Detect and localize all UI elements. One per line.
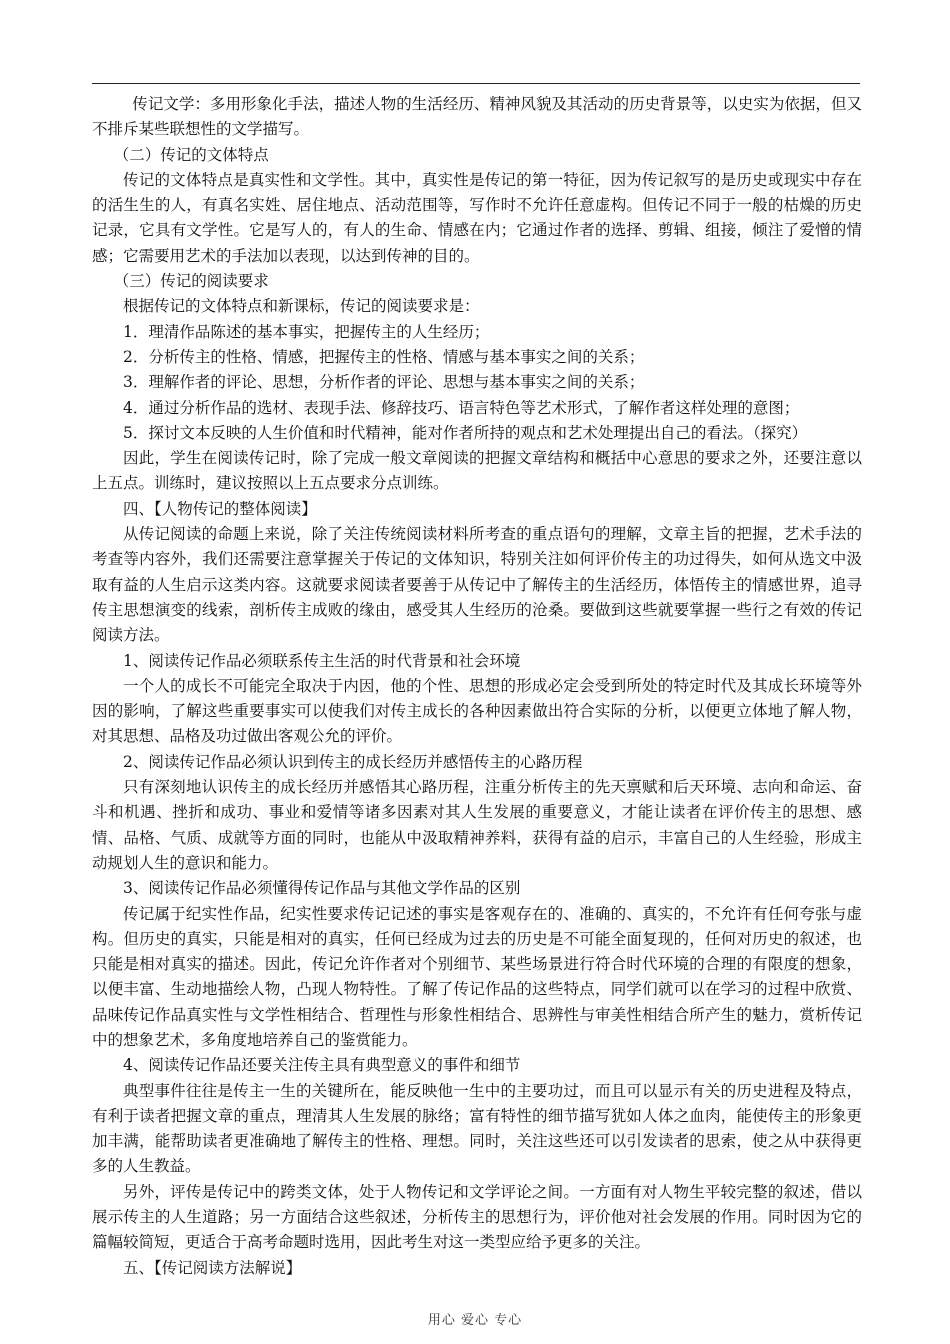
paragraph: 传记属于纪实性作品，纪实性要求传记记述的事实是客观存在的、准确的、真实的，不允许有任何夸张与虚构。但历史的真实，只能是相对的真实，任何已经成为过去的历史是不可能全面复现的，任何对历史的叙述，也只能是相对真实的描述。因此，传记允许作者对个别细节、某些场景进行符合时代环境的合理的有限度的想象，以便丰富、生动地描绘人物，凸现人物特性。了解了传记作品的这些特点，同学们就可以在学习的过程中欣赏、品味传记作品真实性与文学性相结合、哲理性与形象性相结合、思辨性与审美性相结合所产生的魅力，赏析传记中的想象艺术，多角度地培养自己的鉴赏能力。	[92, 904, 862, 1049]
list-item: 2．分析传主的性格、情感，把握传主的性格、情感与基本事实之间的关系；	[123, 347, 645, 366]
paragraph: 只有深刻地认识传主的成长经历并感悟其心路历程，注重分析传主的先天禀赋和后天环境、志向和命运、奋斗和机遇、挫折和成功、事业和爱情等诸多因素对其人生发展的重要意义，才能让读者在评价传主的思想、感情、品格、气质、成就等方面的同时，也能从中汲取精神养料，获得有益的启示，丰富自己的人生经验，形成主动规划人生的意识和能力。	[92, 778, 862, 872]
paragraph: 从传记阅读的命题上来说，除了关注传统阅读材料所考查的重点语句的理解，文章主旨的把握，艺术手法的考查等内容外，我们还需要注意掌握关于传记的文体知识，特别关注如何评价传主的功过得失，如何从选文中汲取有益的人生启示这类内容。这就要求阅读者要善于从传记中了解传主的生活经历，体悟传主的情感世界，追寻传主思想演变的线索，剖析传主成败的缘由，感受其人生经历的沧桑。要做到这些就要掌握一些行之有效的传记阅读方法。	[92, 525, 862, 645]
list-item: 4．通过分析作品的选材、表现手法、修辞技巧、语言特色等艺术形式，了解作者这样处理的意图；	[123, 398, 800, 417]
subheading: 3、阅读传记作品必须懂得传记作品与其他文学作品的区别	[123, 879, 521, 898]
section-heading-4: 四、【人物传记的整体阅读】	[123, 499, 317, 518]
paragraph: 因此，学生在阅读传记时，除了完成一般文章阅读的把握文章结构和概括中心意思的要求之外，还要注意以上五点。训练时，建议按照以上五点要求分点训练。	[92, 449, 862, 493]
paragraph: 一个人的成长不可能完全取决于内因，他的个性、思想的形成必定会受到所处的特定时代及其成长环境等外因的影响，了解这些重要事实可以使我们对传主成长的各种因素做出符合实际的分析，以便更立体地了解人物，对其思想、品格及功过做出客观公允的评价。	[92, 676, 862, 746]
list-item: 5．探讨文本反映的人生价值和时代精神，能对作者所持的观点和艺术处理提出自己的看法。（探究）	[123, 423, 808, 442]
section-heading-2: （二）传记的文体特点	[113, 145, 269, 164]
document-body	[92, 92, 862, 1281]
subheading: 1、阅读传记作品必须联系传主生活的时代背景和社会环境	[123, 651, 521, 670]
section-heading-3: （三）传记的阅读要求	[113, 272, 269, 291]
subheading: 4、阅读传记作品还要关注传主具有典型意义的事件和细节	[123, 1056, 521, 1075]
paragraph: 典型事件往往是传主一生的关键所在，能反映他一生中的主要功过，而且可以显示有关的历史进程及特点，有利于读者把握文章的重点，理清其人生发展的脉络；富有特性的细节描写犹如人体之血肉，能使传主的形象更加丰满，能帮助读者更准确地了解传主的性格、理想。同时，关注这些还可以引发读者的思索，使之从中获得更多的人生教益。	[92, 1081, 862, 1176]
header-rule	[92, 83, 860, 84]
list-item: 3．理解作者的评论、思想，分析作者的评论、思想与基本事实之间的关系；	[123, 373, 645, 392]
subheading: 2、阅读传记作品必须认识到传主的成长经历并感悟传主的心路历程	[123, 752, 583, 771]
paragraph-intro: 传记文学：多用形象化手法，描述人物的生活经历、精神风貌及其活动的历史背景等，以史实为依据，但又不排斥某些联想性的文学描写。	[92, 95, 862, 139]
list-item: 1．理清作品陈述的基本事实，把握传主的人生经历；	[123, 322, 490, 341]
paragraph: 另外，评传是传记中的跨类文体，处于人物传记和文学评论之间。一方面有对人物生平较完整的叙述，借以展示传主的人生道路；另一方面结合这些叙述，分析传主的思想行为，评价他对社会发展的作用。同时因为它的篇幅较简短，更适合于高考命题时选用，因此考生对这一类型应给予更多的关注。	[92, 1182, 862, 1252]
section-heading-5: 五、【传记阅读方法解说】	[123, 1258, 302, 1277]
page-footer: 用心 爱心 专心	[427, 1313, 523, 1328]
paragraph: 传记的文体特点是真实性和文学性。其中，真实性是传记的第一特征，因为传记叙写的是历史或现实中存在的活生生的人，有真名实姓、居住地点、活动范围等，写作时不允许任意虚构。但传记不同于一般的枯燥的历史记录，它具有文学性。它是写人的，有人的生命、情感在内；它通过作者的选择、剪辑、组接，倾注了爱憎的情感；它需要用艺术的手法加以表现，以达到传神的目的。	[92, 170, 862, 265]
paragraph: 根据传记的文体特点和新课标，传记的阅读要求是：	[123, 297, 480, 316]
